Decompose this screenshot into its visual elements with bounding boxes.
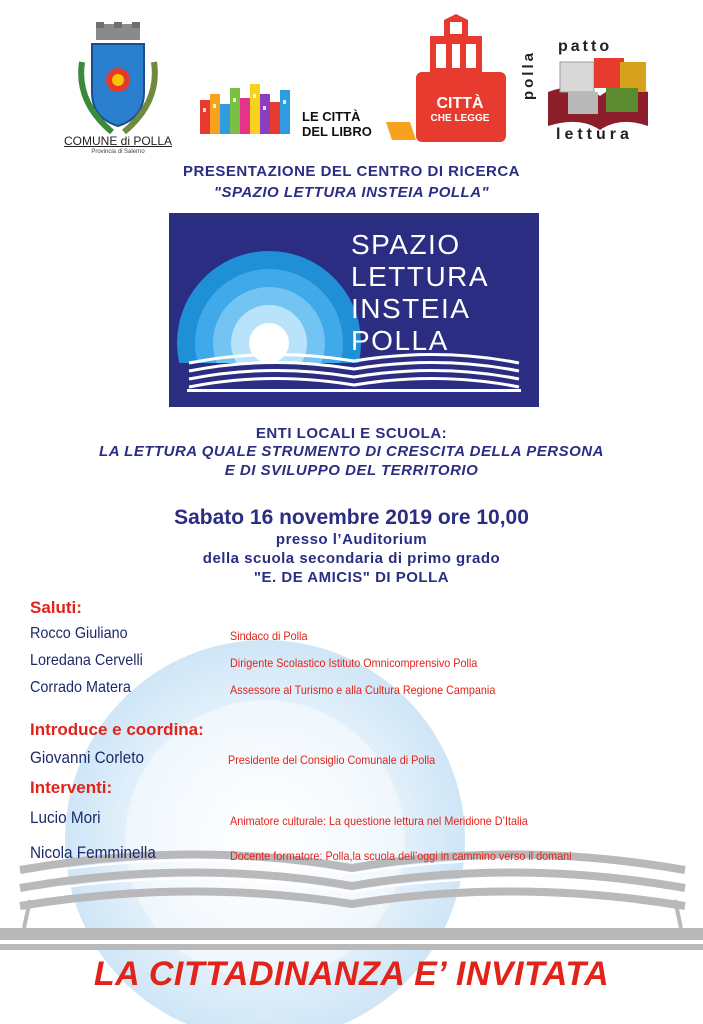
banner-line-insteia: INSTEIA <box>351 293 471 324</box>
theme-line1: LA LETTURA QUALE STRUMENTO DI CRESCITA DELLA PERSONA <box>99 443 604 460</box>
saluti-heading: Saluti: <box>30 598 82 617</box>
speaker-name: Corrado Matera <box>30 679 131 696</box>
comune-province: Provincia di Salerno <box>91 149 145 155</box>
presentation-title: PRESENTAZIONE DEL CENTRO DI RICERCA <box>183 163 520 180</box>
patto-label: patto <box>558 38 613 55</box>
moderator-name: Giovanni Corleto <box>30 748 144 767</box>
venue-line2: della scuola secondaria di primo grado <box>202 550 501 567</box>
venue-line1: presso l’Auditorium <box>275 531 428 548</box>
banner-line-spazio: SPAZIO <box>351 229 461 260</box>
speaker-role: Dirigente Scolastico Istituto Omnicomprensivo Polla <box>230 656 478 670</box>
theme-label: ENTI LOCALI E SCUOLA: <box>255 425 448 442</box>
banner-line-lettura: LETTURA <box>351 261 490 292</box>
theme-line2: E DI SVILUPPO DEL TERRITORIO <box>224 462 479 479</box>
venue-line3: "E. DE AMICIS" DI POLLA <box>253 569 450 586</box>
event-date: Sabato 16 novembre 2019 ore 10,00 <box>174 506 529 529</box>
banner-line-polla: POLLA <box>351 325 449 356</box>
invitation-banner: LA CITTADINANZA E’ INVITATA <box>93 955 610 993</box>
citta-libro-line1: LE CITTÀ <box>302 109 361 124</box>
speaker-role: Sindaco di Polla <box>230 629 308 643</box>
speaker-name: Nicola Femminella <box>30 843 156 862</box>
citta-legge-line1: CITTÀ <box>436 95 484 112</box>
polla-vertical-label: polla <box>520 50 537 101</box>
moderator-role: Presidente del Consiglio Comunale di Polla <box>228 753 436 767</box>
speaker-role: Docente formatore: Polla,la scuola dell’oggi in cammino verso il domani <box>230 849 572 863</box>
speaker-name: Loredana Cervelli <box>30 652 143 669</box>
speaker-name: Rocco Giuliano <box>30 625 128 642</box>
citta-legge-line2: CHE LEGGE <box>430 113 490 124</box>
speaker-name: Lucio Mori <box>30 808 101 827</box>
speaker-role: Animatore culturale: La questione lettura nel Meridione D’Italia <box>230 814 528 828</box>
presentation-subtitle: "SPAZIO LETTURA INSTEIA POLLA" <box>213 184 490 201</box>
lettura-label: lettura <box>556 126 633 143</box>
citta-libro-line2: DEL LIBRO <box>302 124 372 139</box>
citta-che-legge-logo-icon <box>386 14 512 144</box>
spazio-lettura-banner <box>169 213 539 407</box>
interventi-heading: Interventi: <box>30 778 113 797</box>
speaker-role: Assessore al Turismo e alla Cultura Regione Campania <box>230 683 496 697</box>
introduce-heading: Introduce e coordina: <box>30 720 204 739</box>
comune-name: COMUNE di POLLA <box>63 134 173 148</box>
